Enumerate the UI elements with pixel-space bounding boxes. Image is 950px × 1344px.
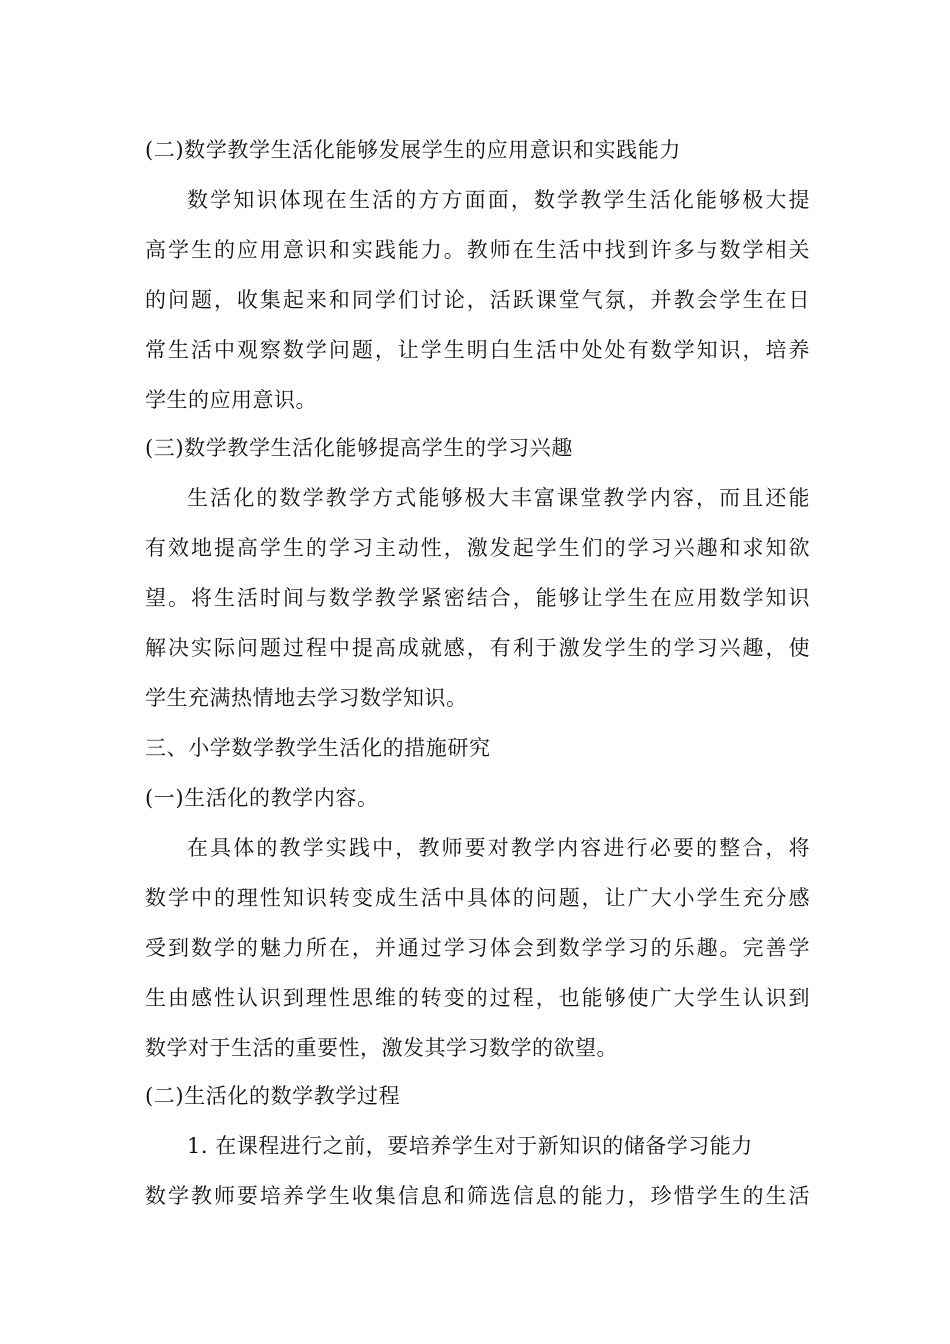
subsection-heading-1: (一)生活化的教学内容。 bbox=[145, 786, 379, 810]
paragraph-line: 数学中的理性知识转变成生活中具体的问题，让广大小学生充分感 bbox=[145, 886, 810, 910]
paragraph-line: 有效地提高学生的学习主动性，激发起学生们的学习兴趣和求知欲 bbox=[145, 536, 810, 560]
paragraph-line: 的问题，收集起来和同学们讨论，活跃课堂气氛，并教会学生在日 bbox=[145, 288, 810, 312]
paragraph-line: 高学生的应用意识和实践能力。教师在生活中找到许多与数学相关 bbox=[145, 238, 810, 262]
paragraph-line: 学生充满热情地去学习数学知识。 bbox=[145, 686, 468, 710]
subsection-heading-2: (二)生活化的数学教学过程 bbox=[145, 1084, 401, 1108]
paragraph-line: 数学教师要培养学生收集信息和筛选信息的能力，珍惜学生的生活 bbox=[145, 1184, 810, 1208]
paragraph-line: 生由感性认识到理性思维的转变的过程，也能够使广大学生认识到 bbox=[145, 986, 810, 1010]
paragraph-line: 数学知识体现在生活的方方面面，数学教学生活化能够极大提 bbox=[187, 188, 810, 212]
paragraph-line: 解决实际问题过程中提高成就感，有利于激发学生的学习兴趣，使 bbox=[145, 636, 810, 660]
paragraph-line: 常生活中观察数学问题，让学生明白生活中处处有数学知识，培养 bbox=[145, 338, 810, 362]
numbered-item: 1. 在课程进行之前，要培养学生对于新知识的储备学习能力 bbox=[187, 1134, 753, 1158]
paragraph-line: 学生的应用意识。 bbox=[145, 388, 317, 412]
paragraph-line: 生活化的数学教学方式能够极大丰富课堂教学内容，而且还能 bbox=[187, 486, 810, 510]
section-heading-2: (二)数学教学生活化能够发展学生的应用意识和实践能力 bbox=[145, 138, 681, 162]
paragraph-line: 在具体的教学实践中，教师要对教学内容进行必要的整合，将 bbox=[187, 836, 810, 860]
paragraph-line: 受到数学的魅力所在，并通过学习体会到数学学习的乐趣。完善学 bbox=[145, 936, 810, 960]
section-heading-3: (三)数学教学生活化能够提高学生的学习兴趣 bbox=[145, 436, 573, 460]
paragraph-line: 数学对于生活的重要性，激发其学习数学的欲望。 bbox=[145, 1036, 618, 1060]
chapter-heading: 三、小学数学教学生活化的措施研究 bbox=[145, 736, 491, 760]
paragraph-line: 望。将生活时间与数学教学紧密结合，能够让学生在应用数学知识 bbox=[145, 586, 810, 610]
